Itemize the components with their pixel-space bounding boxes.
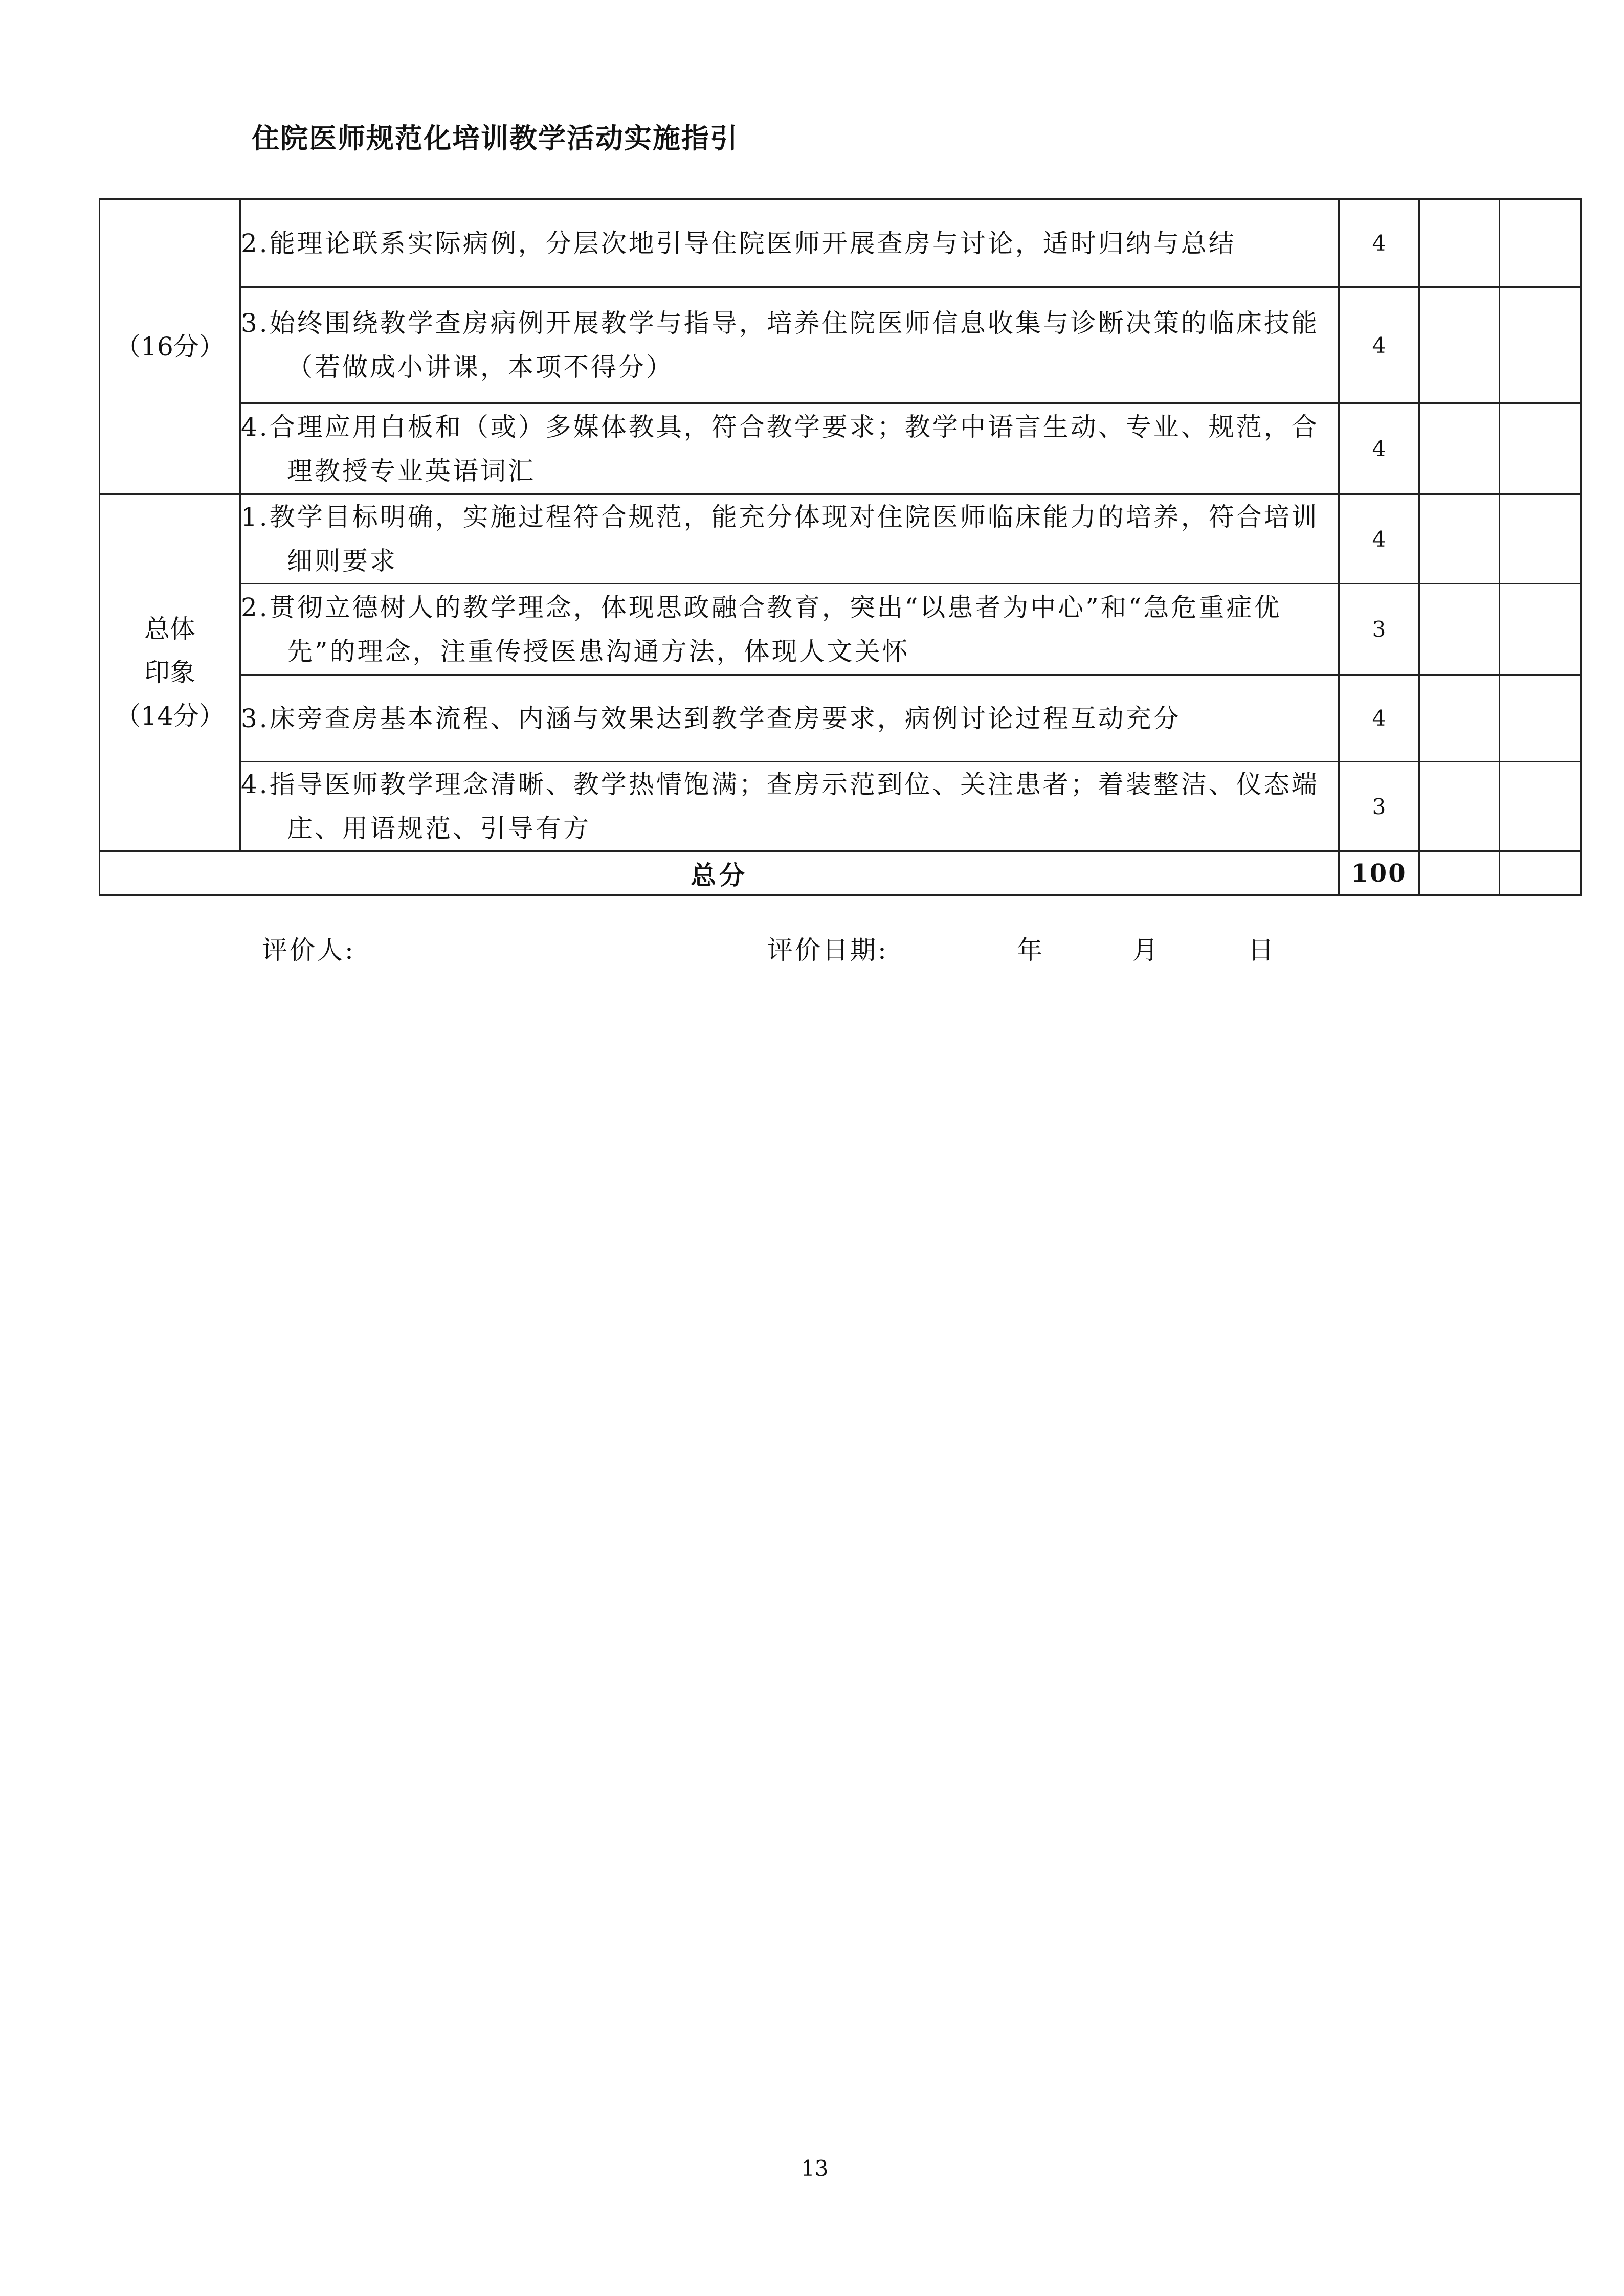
criterion-text: 4.指导医师教学理念清晰、教学热情饱满；查房示范到位、关注患者；着装整洁、仪态端庄、用语规范、引导有方: [241, 770, 1319, 843]
criterion-cell: [240, 199, 1339, 287]
day-label: 日: [1248, 935, 1276, 965]
criterion-cell: [240, 584, 1339, 675]
evaluator-label: 评价人:: [262, 935, 355, 965]
max-score-cell: 4: [1339, 403, 1419, 494]
score-entry-cell[interactable]: [1500, 762, 1581, 851]
total-row: [100, 851, 1581, 895]
category-points: （14分）: [115, 701, 225, 731]
score-entry-cell[interactable]: [1419, 762, 1500, 851]
document-header: 住院医师规范化培训教学活动实施指引: [252, 122, 739, 154]
evaluation-date-label: 评价日期:: [767, 935, 888, 965]
criterion-text: 2.能理论联系实际病例，分层次地引导住院医师开展查房与讨论，适时归纳与总结: [241, 228, 1236, 258]
table-row: [100, 675, 1581, 762]
criterion-cell: [240, 494, 1339, 584]
year-label: 年: [1017, 935, 1044, 965]
score-entry-cell[interactable]: [1419, 851, 1500, 895]
category-cell: [100, 494, 240, 851]
score-entry-cell[interactable]: [1419, 584, 1500, 675]
score-entry-cell[interactable]: [1419, 494, 1500, 584]
score-entry-cell[interactable]: [1500, 851, 1581, 895]
total-score: 100: [1339, 851, 1419, 895]
evaluation-table: [99, 198, 1582, 896]
max-score-cell: 3: [1339, 584, 1419, 675]
criterion-cell: [240, 403, 1339, 494]
category-points: （16分）: [115, 331, 225, 362]
table-row: [100, 584, 1581, 675]
total-label: 总分: [100, 851, 1339, 895]
criterion-text: 4.合理应用白板和（或）多媒体教具，符合教学要求；教学中语言生动、专业、规范，合理教授专业英语词汇: [241, 412, 1319, 486]
category-cell: [100, 199, 240, 494]
max-score-cell: 3: [1339, 762, 1419, 851]
max-score-cell: 4: [1339, 675, 1419, 762]
max-score-cell: 4: [1339, 494, 1419, 584]
criterion-text: 1.教学目标明确，实施过程符合规范，能充分体现对住院医师临床能力的培养，符合培训细则要求: [241, 502, 1319, 576]
score-entry-cell[interactable]: [1419, 287, 1500, 403]
table-row: [100, 403, 1581, 494]
page-number: 13: [801, 2156, 829, 2181]
max-score-cell: 4: [1339, 287, 1419, 403]
score-entry-cell[interactable]: [1419, 199, 1500, 287]
max-score-cell: 4: [1339, 199, 1419, 287]
criterion-text: 3.床旁查房基本流程、内涵与效果达到教学查房要求，病例讨论过程互动充分: [241, 703, 1181, 733]
month-label: 月: [1132, 935, 1160, 965]
category-label-line: 总体: [144, 614, 195, 644]
table-row: [100, 287, 1581, 403]
score-entry-cell[interactable]: [1500, 287, 1581, 403]
criterion-text: 3.始终围绕教学查房病例开展教学与指导，培养住院医师信息收集与诊断决策的临床技能（若做成小讲课，本项不得分）: [241, 308, 1319, 382]
score-entry-cell[interactable]: [1500, 199, 1581, 287]
score-entry-cell[interactable]: [1500, 403, 1581, 494]
criterion-text: 2.贯彻立德树人的教学理念，体现思政融合教育，突出“以患者为中心”和“急危重症优先”的理念，注重传授医患沟通方法，体现人文关怀: [241, 592, 1282, 666]
table-row: [100, 199, 1581, 287]
score-entry-cell[interactable]: [1500, 675, 1581, 762]
criterion-cell: [240, 762, 1339, 851]
table-row: [100, 762, 1581, 851]
score-entry-cell[interactable]: [1500, 584, 1581, 675]
criterion-cell: [240, 287, 1339, 403]
category-label-line: 印象: [144, 658, 195, 687]
table-row: [100, 494, 1581, 584]
score-entry-cell[interactable]: [1419, 675, 1500, 762]
criterion-cell: [240, 675, 1339, 762]
score-entry-cell[interactable]: [1419, 403, 1500, 494]
score-entry-cell[interactable]: [1500, 494, 1581, 584]
